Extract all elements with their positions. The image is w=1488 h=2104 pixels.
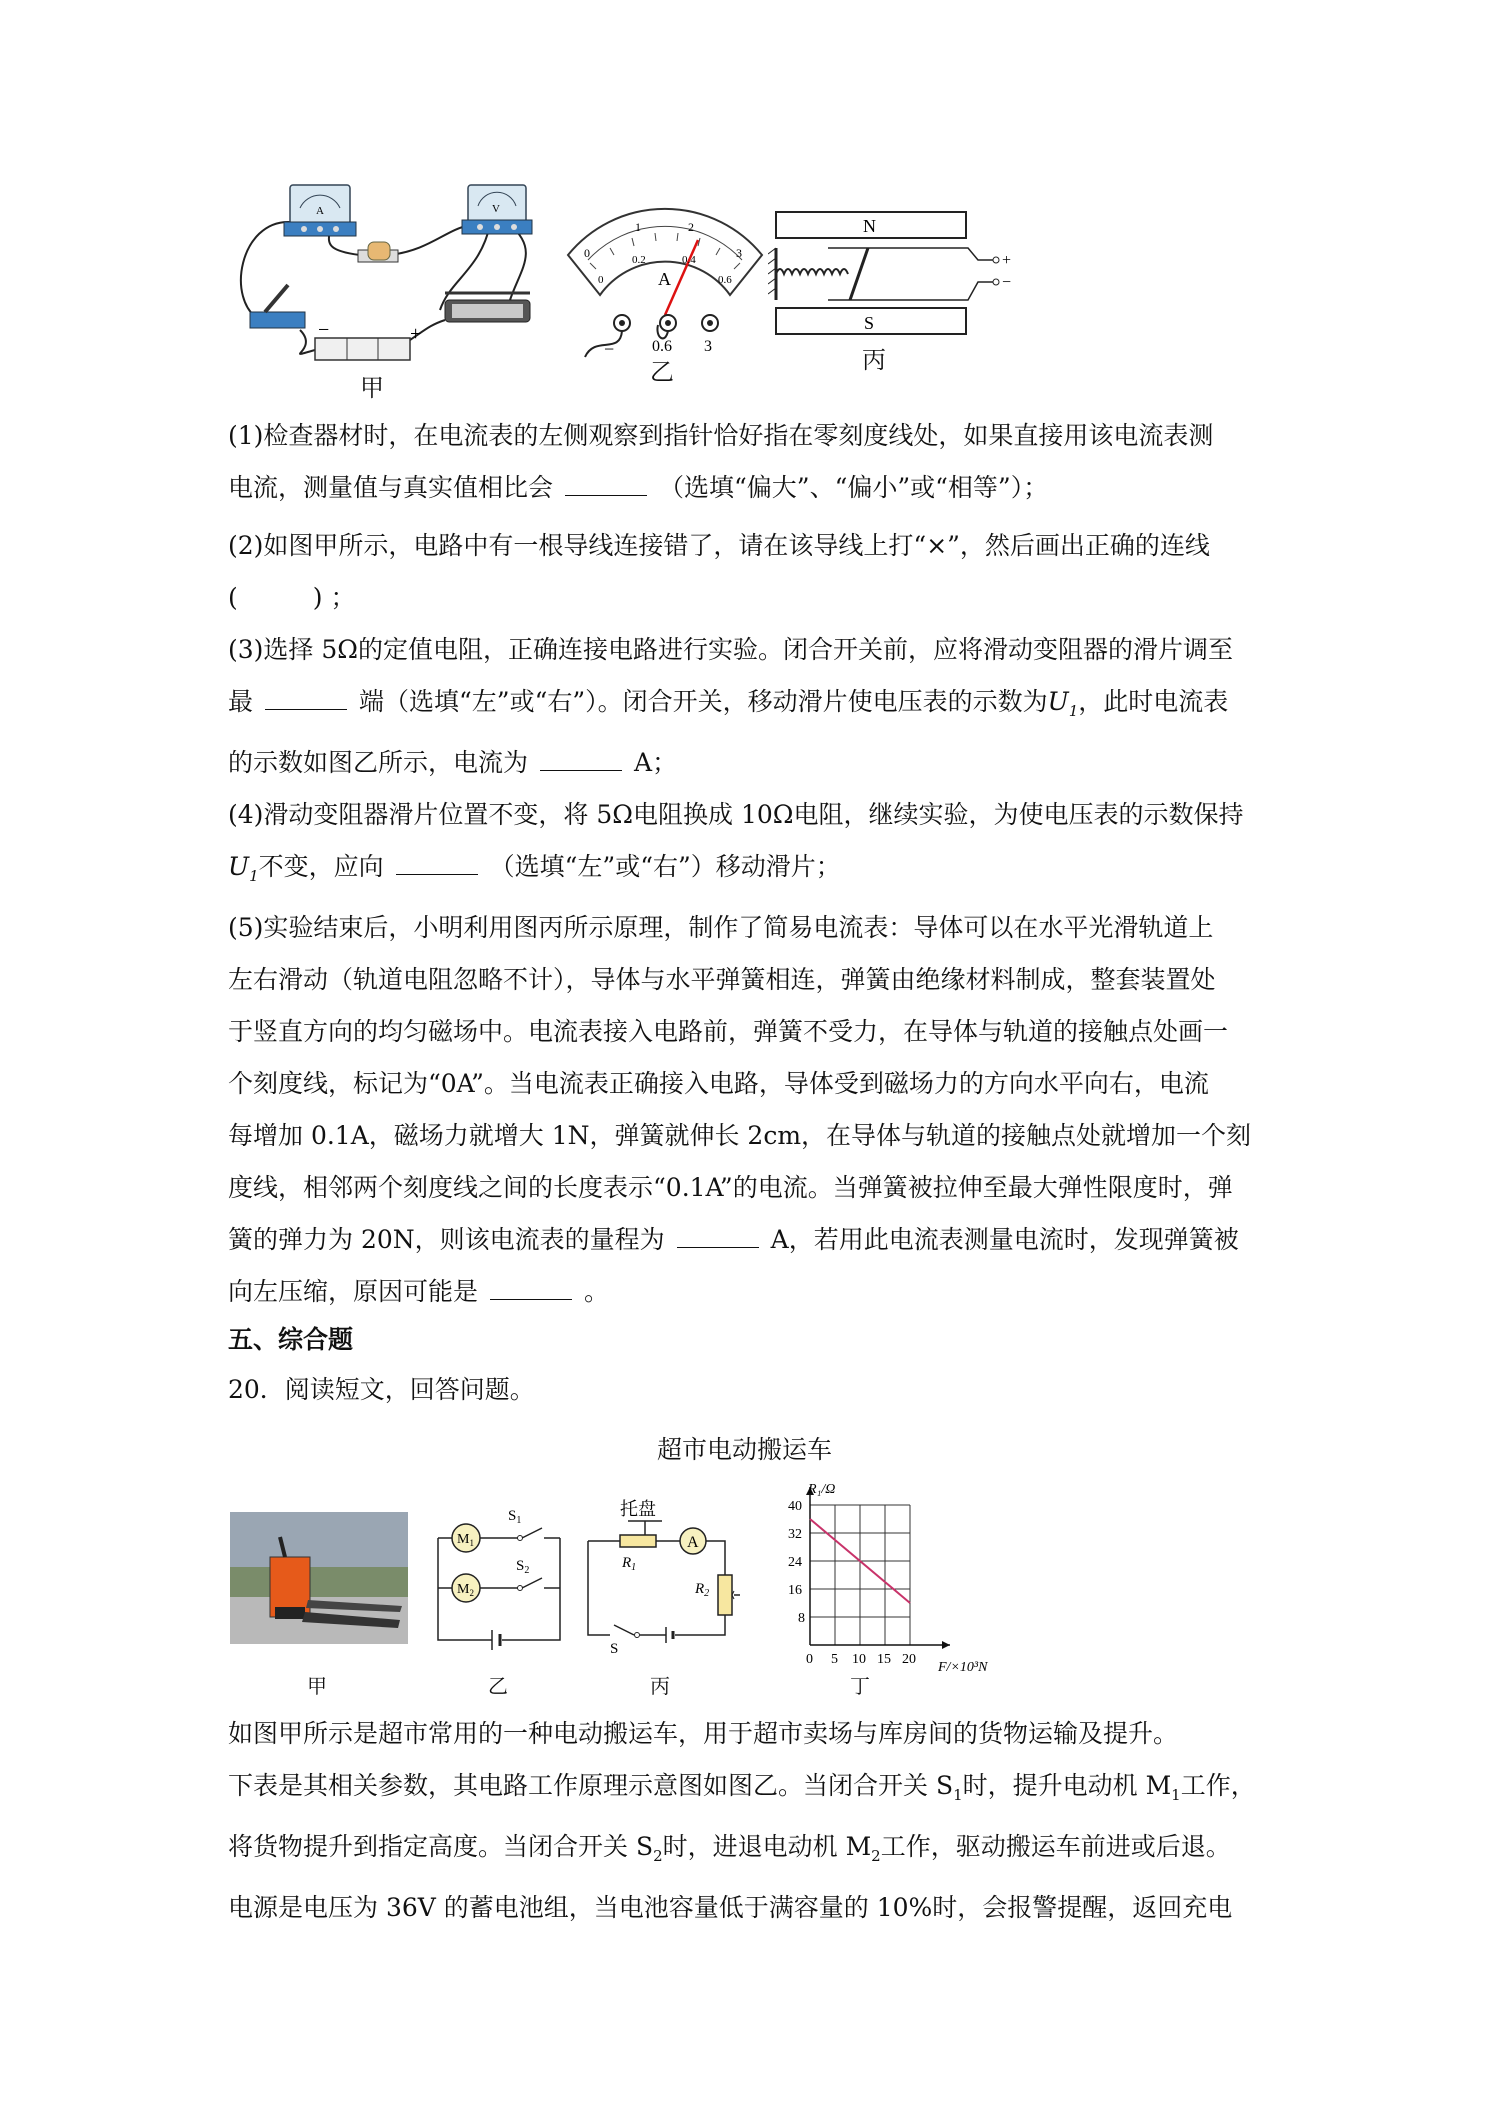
- chart-x-axis-label: F/×10³N: [938, 1660, 988, 1675]
- chart-y-tick-32: 32: [788, 1527, 802, 1542]
- fixed-resistor: [358, 242, 398, 262]
- q19-p5-line3: 于竖直方向的均匀磁场中。电流表接入电路前，弹簧不受力，在导体与轨道的接触点处画一: [228, 1017, 1229, 1046]
- chart-y-tick-40: 40: [788, 1499, 802, 1514]
- q20-line3: 将货物提升到指定高度。当闭合开关 $S_2$时，进退电动机 $M_2$工作，驱动搬运车前进或后退。: [228, 1832, 1231, 1865]
- chart-x-tick-5: 5: [831, 1652, 838, 1667]
- bing-plus: +: [1002, 252, 1012, 269]
- yi-terminal-06: 0.6: [652, 338, 672, 355]
- yi-scale-bottom-2: 0.4: [682, 254, 696, 266]
- q19-p5-line7: 簧的弹力为 20N，则该电流表的量程为 A，若用此电流表测量电流时，发现弹簧被: [228, 1225, 1239, 1254]
- q19-p2-line2: ( ) ；: [228, 583, 356, 612]
- figure-jia-label: 甲: [360, 374, 384, 402]
- q19-p5-line6: 度线，相邻两个刻度线之间的长度表示“0.1A”的电流。当弹簧被拉伸至最大弹性限度时，弹: [228, 1173, 1233, 1202]
- q19-p5-line4: 个刻度线，标记为“0A”。当电流表正确接入电路，导体受到磁场力的方向水平向右，电流: [228, 1069, 1209, 1098]
- q19-p1-line1: (1)检查器材时，在电流表的左侧观察到指针恰好指在零刻度线处，如果直接用该电流表测: [228, 421, 1214, 450]
- motor-m1-label: $M_1$: [457, 1532, 474, 1548]
- q19-p5-line8: 向左压缩，原因可能是 。: [228, 1277, 610, 1306]
- yi-scale-top-3: 3: [736, 246, 742, 260]
- figure-jia-label-bottom: 甲: [307, 1674, 327, 1698]
- section-title: 五、综合题: [228, 1325, 354, 1354]
- knife-switch: [250, 285, 305, 328]
- answer-blank[interactable]: [565, 471, 647, 496]
- battery-minus-sign: −: [318, 319, 330, 341]
- q19-p3-line3: 的示数如图乙所示，电流为 A；: [228, 748, 678, 777]
- chart-y-tick-24: 24: [788, 1555, 802, 1570]
- q19-p5-line5: 每增加 0.1A，磁场力就增大 1N，弹簧就伸长 2cm，在导体与轨道的接触点处就增加一个刻: [228, 1121, 1252, 1150]
- tray-label: 托盘: [620, 1499, 656, 1519]
- r2-label: $R_2$: [695, 1581, 710, 1599]
- q19-p3-line1: (3)选择 5Ω的定值电阻，正确连接电路进行实验。闭合开关前，应将滑动变阻器的滑片调至: [228, 635, 1233, 664]
- q19-p1-line2: 电流，测量值与真实值相比会 （选填“偏大”、“偏小”或“相等”）；: [228, 473, 1049, 502]
- battery-plus-sign: +: [410, 323, 422, 345]
- yi-meter-letter: A: [658, 269, 671, 289]
- q20-body: [228, 1708, 1268, 1934]
- chart-y-axis-label: R₁/Ω: [808, 1482, 836, 1497]
- bing-ammeter-letter: A: [687, 1534, 699, 1551]
- q19-p5-line1: (5)实验结束后，小明利用图丙所示原理，制作了简易电流表：导体可以在水平光滑轨道上: [228, 913, 1214, 942]
- q20-line2: 下表是其相关参数，其电路工作原理示意图如图乙。当闭合开关 $S_1$时，提升电动机 $M_1$工作，: [228, 1771, 1256, 1804]
- figure-yi-circuit: [430, 1500, 570, 1650]
- figure-bing-apparatus: [768, 210, 1018, 340]
- article-title: 超市电动搬运车: [657, 1435, 833, 1464]
- figure-jia-photo: [230, 1512, 408, 1644]
- answer-blank[interactable]: [540, 746, 622, 771]
- figure-yi-label: 乙: [650, 358, 674, 386]
- yi-terminal-minus: −: [604, 339, 615, 359]
- chart-x-tick-15: 15: [877, 1652, 891, 1667]
- q19-p4-line1: (4)滑动变阻器滑片位置不变，将 5Ω电阻换成 10Ω电阻，继续实验，为使电压表的示数保持: [228, 800, 1244, 829]
- switch-s-label: S: [610, 1641, 619, 1655]
- q20-intro: 20．阅读短文，回答问题。: [228, 1375, 535, 1404]
- q19-p4-line2: $U_1$不变，应向 （选填“左”或“右”）移动滑片；: [228, 852, 841, 885]
- q19-p5-line2: 左右滑动（轨道电阻忽略不计），导体与水平弹簧相连，弹簧由绝缘材料制成，整套装置处: [228, 965, 1216, 994]
- figure-yi-label-bottom: 乙: [488, 1674, 508, 1698]
- yi-scale-top-0: 0: [584, 246, 590, 260]
- q20-line1: 如图甲所示是超市常用的一种电动搬运车，用于超市卖场与库房间的货物运输及提升。: [228, 1719, 1179, 1748]
- chart-x-tick-0: 0: [806, 1652, 813, 1667]
- q19-p3-line2: 最 端（选填“左”或“右”）。闭合开关，移动滑片使电压表的示数为$U_1$，此时电流表: [228, 687, 1229, 720]
- yi-scale-bottom-0: 0: [598, 274, 604, 286]
- figure-ding-chart: [760, 1475, 1020, 1675]
- motor-m2-label: $M_2$: [457, 1582, 474, 1598]
- bing-S-pole: S: [864, 313, 875, 333]
- q19-text: [228, 410, 1268, 1318]
- answer-blank[interactable]: [265, 685, 347, 710]
- voltmeter-letter: V: [492, 203, 500, 215]
- yi-scale-bottom-3: 0.6: [718, 274, 732, 286]
- answer-blank[interactable]: [396, 850, 478, 875]
- chart-x-tick-10: 10: [852, 1652, 866, 1667]
- rheostat: [445, 293, 530, 322]
- switch-s1-label: $S_1$: [508, 1508, 522, 1526]
- q20-line4: 电源是电压为 36V 的蓄电池组，当电池容量低于满容量的 10%时，会报警提醒，返回充电: [228, 1893, 1233, 1922]
- switch-s2-label: $S_2$: [516, 1558, 530, 1576]
- chart-x-tick-20: 20: [902, 1652, 916, 1667]
- bing-minus: −: [1002, 274, 1012, 291]
- answer-blank[interactable]: [490, 1275, 572, 1300]
- figure-bing-label-bottom: 丙: [650, 1674, 670, 1698]
- answer-blank[interactable]: [677, 1223, 759, 1248]
- r1-label: $R_1$: [622, 1555, 637, 1573]
- figure-jia-circuit: [220, 180, 550, 400]
- yi-terminal-3: 3: [704, 338, 712, 355]
- chart-x-axis-arrow: [942, 1641, 950, 1649]
- battery-pack: [315, 338, 410, 360]
- yi-scale-top-1: 1: [635, 220, 641, 234]
- yi-scale-bottom-1: 0.2: [632, 254, 646, 266]
- yi-scale-top-2: 2: [688, 220, 694, 234]
- chart-y-tick-16: 16: [788, 1583, 802, 1598]
- bing-N-pole: N: [863, 216, 876, 236]
- figure-ding-label: 丁: [850, 1674, 870, 1698]
- figure-bing-label: 丙: [862, 346, 886, 374]
- q19-p2-line1: (2)如图甲所示，电路中有一根导线连接错了，请在该导线上打“×”，然后画出正确的连线: [228, 531, 1210, 560]
- figure-bing-circuit: [580, 1495, 740, 1655]
- ammeter-letter: A: [316, 205, 324, 217]
- chart-y-tick-8: 8: [798, 1611, 805, 1626]
